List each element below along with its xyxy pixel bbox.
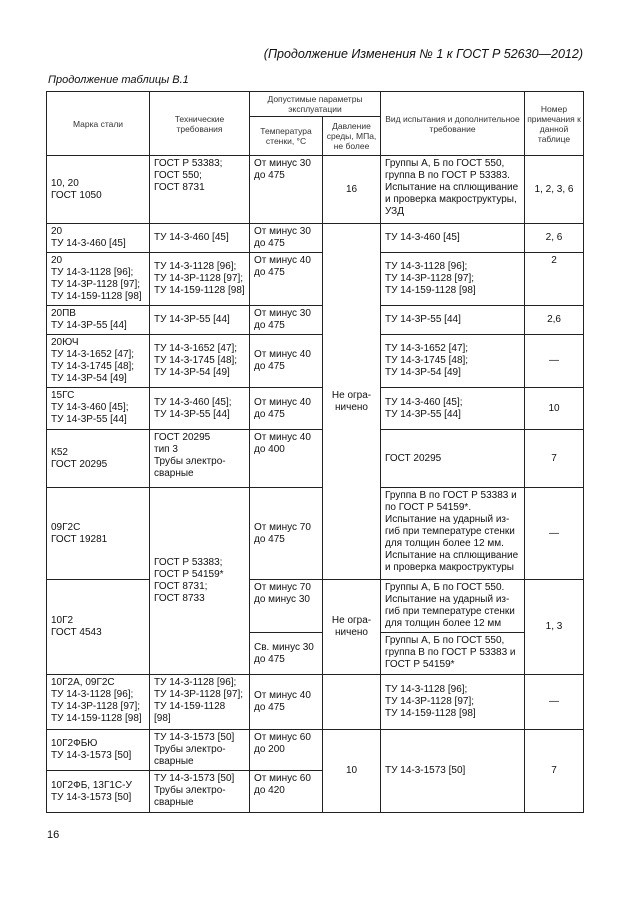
table-row [47,253,584,306]
test-type: ТУ 14-3-460 [45]; ТУ 14-3Р-55 [44] [381,388,525,430]
table-row [47,335,584,388]
table-row [47,224,584,253]
table-row [47,675,584,730]
note-number: 1, 2, 3, 6 [525,156,584,224]
test-type: ТУ 14-3-1652 [47]; ТУ 14-3-1745 [48]; ТУ 14-3Р-54 [49] [381,335,525,388]
test-type: ТУ 14-3-1128 [96]; ТУ 14-3Р-1128 [97]; ТУ 14-159-1128 [98] [381,253,525,306]
table-row [47,306,584,335]
note-number: 1, 3 [525,580,584,675]
col-tech-requirements: Технические требования [150,92,250,156]
table-continuation-label: Продолжение таблицы В.1 [48,74,189,86]
col-operation-params: Допустимые параметры эксплуатации [250,92,381,117]
test-type: Группы А, Б по ГОСТ 550, группа В по ГОСТ Р 53383. Испытание на сплющивание и проверка макроструктуры, УЗД [381,156,525,224]
steel-grade: 20 ТУ 14-3-1128 [96]; ТУ 14-3Р-1128 [97]; ТУ 14-159-1128 [98] [47,253,150,306]
wall-temperature: От минус 40 до 475 [250,253,323,306]
steel-grade: 10Г2ФБЮ ТУ 14-3-1573 [50] [47,730,150,771]
test-type: ТУ 14-3Р-55 [44] [381,306,525,335]
tech-requirements: ТУ 14-3-460 [45]; ТУ 14-3Р-55 [44] [150,388,250,430]
wall-temperature: От минус 60 до 200 [250,730,323,771]
table-row [47,488,584,580]
steel-grade: 10, 20 ГОСТ 1050 [47,156,150,224]
test-type: ТУ 14-3-460 [45] [381,224,525,253]
steel-grade: 20 ТУ 14-3-460 [45] [47,224,150,253]
wall-temperature: Св. минус 30 до 475 [250,633,323,675]
wall-temperature: От минус 70 до 475 [250,488,323,580]
steel-grade: К52 ГОСТ 20295 [47,430,150,488]
pressure-blank [323,675,381,730]
tech-requirements: ГОСТ Р 53383; ГОСТ Р 54159* ГОСТ 8731; ГОСТ 8733 [150,488,250,675]
test-type: ГОСТ 20295 [381,430,525,488]
pressure: 16 [323,156,381,224]
wall-temperature: От минус 40 до 400 [250,430,323,488]
note-number: — [525,675,584,730]
note-number: 2 [525,253,584,306]
pressure: Не огра- ничено [323,224,381,580]
table-row [47,730,584,771]
col-test-type: Вид испытания и дополнительное требование [381,92,525,156]
note-number: 7 [525,430,584,488]
table-row [47,388,584,430]
steel-grade: 10Г2 ГОСТ 4543 [47,580,150,675]
table-row [47,156,584,224]
steel-grade: 20ПВ ТУ 14-3Р-55 [44] [47,306,150,335]
note-number: 7 [525,730,584,813]
steel-grade: 20ЮЧ ТУ 14-3-1652 [47]; ТУ 14-3-1745 [48]; ТУ 14-3Р-54 [49] [47,335,150,388]
tech-requirements: ТУ 14-3-460 [45] [150,224,250,253]
tech-requirements: ТУ 14-3Р-55 [44] [150,306,250,335]
col-pressure: Давление среды, МПа, не более [323,117,381,156]
wall-temperature: От минус 70 до минус 30 [250,580,323,633]
table-row [47,580,584,633]
wall-temperature: От минус 40 до 475 [250,335,323,388]
wall-temperature: От минус 30 до 475 [250,306,323,335]
tech-requirements: ТУ 14-3-1652 [47]; ТУ 14-3-1745 [48]; ТУ 14-3Р-54 [49] [150,335,250,388]
wall-temperature: От минус 40 до 475 [250,388,323,430]
tech-requirements: ТУ 14-3-1128 [96]; ТУ 14-3Р-1128 [97]; ТУ 14-159-1128 [98] [150,253,250,306]
tech-requirements: ГОСТ Р 53383; ГОСТ 550; ГОСТ 8731 [150,156,250,224]
tech-requirements: ТУ 14-3-1128 [96]; ТУ 14-3Р-1128 [97]; ТУ 14-159-1128 [98] [150,675,250,730]
note-number: — [525,488,584,580]
table-row [47,430,584,488]
steel-table [46,91,584,813]
wall-temperature: От минус 40 до 475 [250,675,323,730]
pressure: Не огра- ничено [323,580,381,675]
steel-grade: 15ГС ТУ 14-3-460 [45]; ТУ 14-3Р-55 [44] [47,388,150,430]
tech-requirements: ТУ 14-3-1573 [50] Трубы электро- сварные [150,730,250,771]
tech-requirements: ГОСТ 20295 тип 3 Трубы электро- сварные [150,430,250,488]
note-number: — [525,335,584,388]
wall-temperature: От минус 30 до 475 [250,224,323,253]
test-type: ТУ 14-3-1573 [50] [381,730,525,813]
note-number: 2, 6 [525,224,584,253]
pressure: 10 [323,730,381,813]
test-type: ТУ 14-3-1128 [96]; ТУ 14-3Р-1128 [97]; ТУ 14-159-1128 [98] [381,675,525,730]
col-wall-temperature: Температура стенки, °С [250,117,323,156]
col-steel-grade: Марка стали [47,92,150,156]
col-note-number: Номер примечания к данной таблице [525,92,584,156]
steel-grade: 10Г2А, 09Г2С ТУ 14-3-1128 [96]; ТУ 14-3Р-1128 [97]; ТУ 14-159-1128 [98] [47,675,150,730]
wall-temperature: От минус 30 до 475 [250,156,323,224]
steel-grade: 09Г2С ГОСТ 19281 [47,488,150,580]
wall-temperature: От минус 60 до 420 [250,771,323,813]
note-number: 10 [525,388,584,430]
page-number: 16 [47,829,60,841]
note-number: 2,6 [525,306,584,335]
test-type: Группа В по ГОСТ Р 53383 и по ГОСТ Р 54159*. Испытание на ударный из- гиб при температуре стенки для толщин более 12 мм. Испытание на сплющивание и проверка макроструктуры [381,488,525,580]
tech-requirements: ТУ 14-3-1573 [50] Трубы электро- сварные [150,771,250,813]
document-header: (Продолжение Изменения № 1 к ГОСТ Р 52630—2012) [263,47,583,61]
steel-grade: 10Г2ФБ, 13Г1С-У ТУ 14-3-1573 [50] [47,771,150,813]
test-type: Группы А, Б по ГОСТ 550. Испытание на ударный из- гиб при температуре стенки для толщин более 12 мм [381,580,525,633]
test-type: Группы А, Б по ГОСТ 550, группа В по ГОСТ Р 53383 и ГОСТ Р 54159* [381,633,525,675]
